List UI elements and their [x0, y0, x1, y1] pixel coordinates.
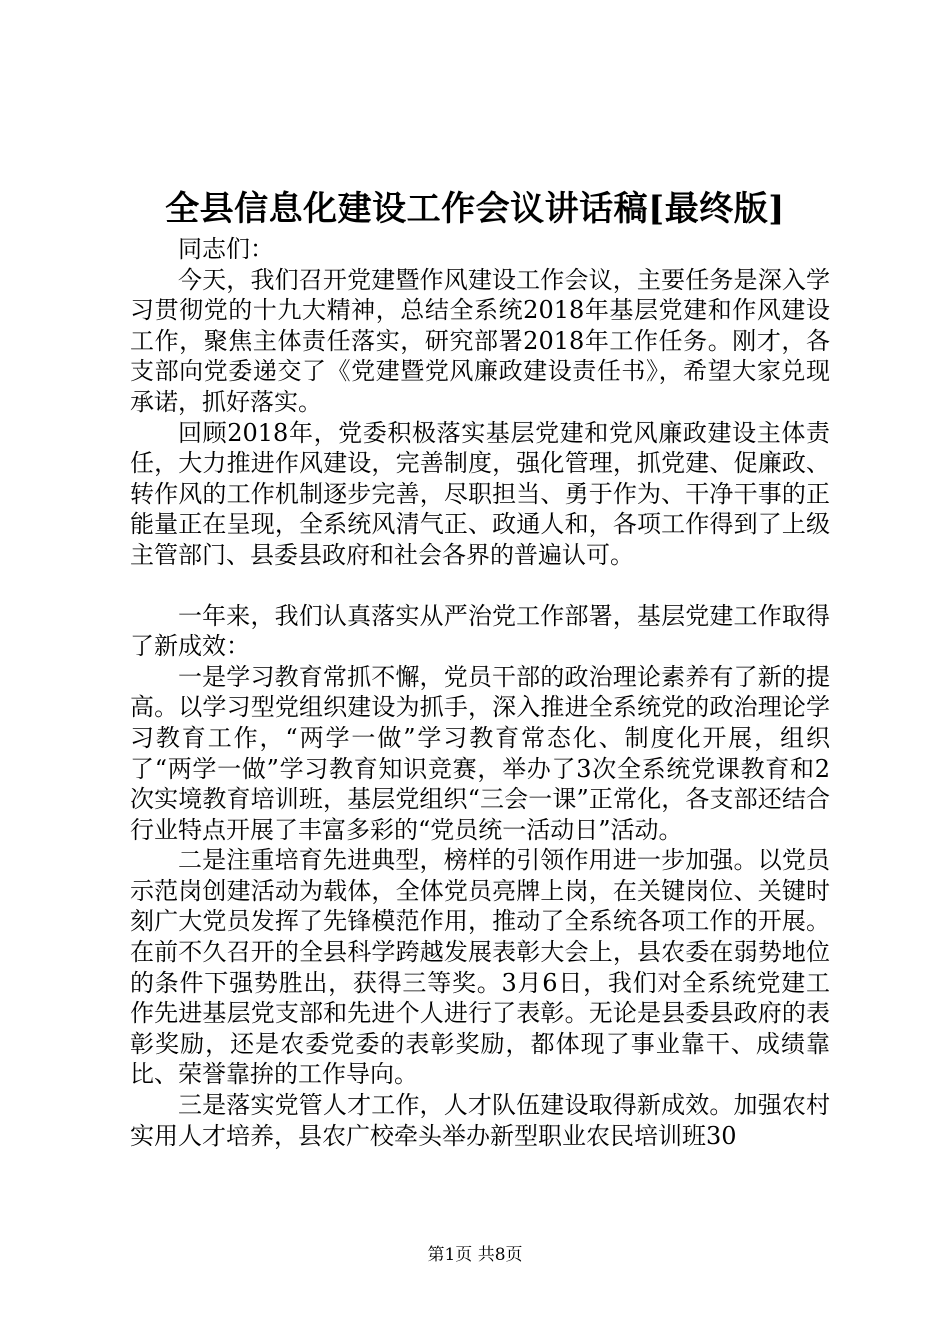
salutation-paragraph: 同志们：: [178, 235, 274, 263]
body-paragraph: 回顾2018年，党委积极落实基层党建和党风廉政建设主体责任，大力推进作风建设，完善制度，强化管理，抓党建、促廉政、转作风的工作机制逐步完善，尽职担当、勇于作为、干净干事的正能量正在呈现，全系统风清气正、政通人和，各项工作得到了上级主管部门、县委县政府和社会各界的普遍认可。: [130, 418, 830, 569]
body-paragraph: 一年来，我们认真落实从严治党工作部署，基层党建工作取得了新成效：: [130, 601, 830, 661]
body-paragraph: 今天，我们召开党建暨作风建设工作会议，主要任务是深入学习贯彻党的十九大精神，总结全系统2018年基层党建和作风建设工作，聚焦主体责任落实，研究部署2018年工作任务。刚才，各支部向党委递交了《党建暨党风廉政建设责任书》，希望大家兑现承诺，抓好落实。: [130, 265, 830, 416]
document-body: [130, 234, 830, 1151]
page-number-footer: 第1页 共8页: [427, 1245, 523, 1265]
body-paragraph: 二是注重培育先进典型，榜样的引领作用进一步加强。以党员示范岗创建活动为载体，全体党员亮牌上岗，在关键岗位、关键时刻广大党员发挥了先锋模范作用，推动了全系统各项工作的开展。在前不久召开的全县科学跨越发展表彰大会上，县农委在弱势地位的条件下强势胜出，获得三等奖。3月6日，我们对全系统党建工作先进基层党支部和先进个人进行了表彰。无论是县委县政府的表彰奖励，还是农委党委的表彰奖励，都体现了事业靠干、成绩靠比、荣誉靠拚的工作导向。: [130, 846, 830, 1089]
body-paragraph: 三是落实党管人才工作，人才队伍建设取得新成效。加强农村实用人才培养，县农广校牵头举办新型职业农民培训班30: [130, 1091, 830, 1150]
document-title: 全县信息化建设工作会议讲话稿[最终版]: [165, 189, 785, 229]
body-paragraph: 一是学习教育常抓不懈，党员干部的政治理论素养有了新的提高。以学习型党组织建设为抓手，深入推进全系统党的政治理论学习教育工作，“两学一做”学习教育常态化、制度化开展，组织了“两学一做”学习教育知识竞赛，举办了3次全系统党课教育和2次实境教育培训班，基层党组织“三会一课”正常化，各支部还结合行业特点开展了丰富多彩的“党员统一活动日”活动。: [130, 662, 830, 844]
